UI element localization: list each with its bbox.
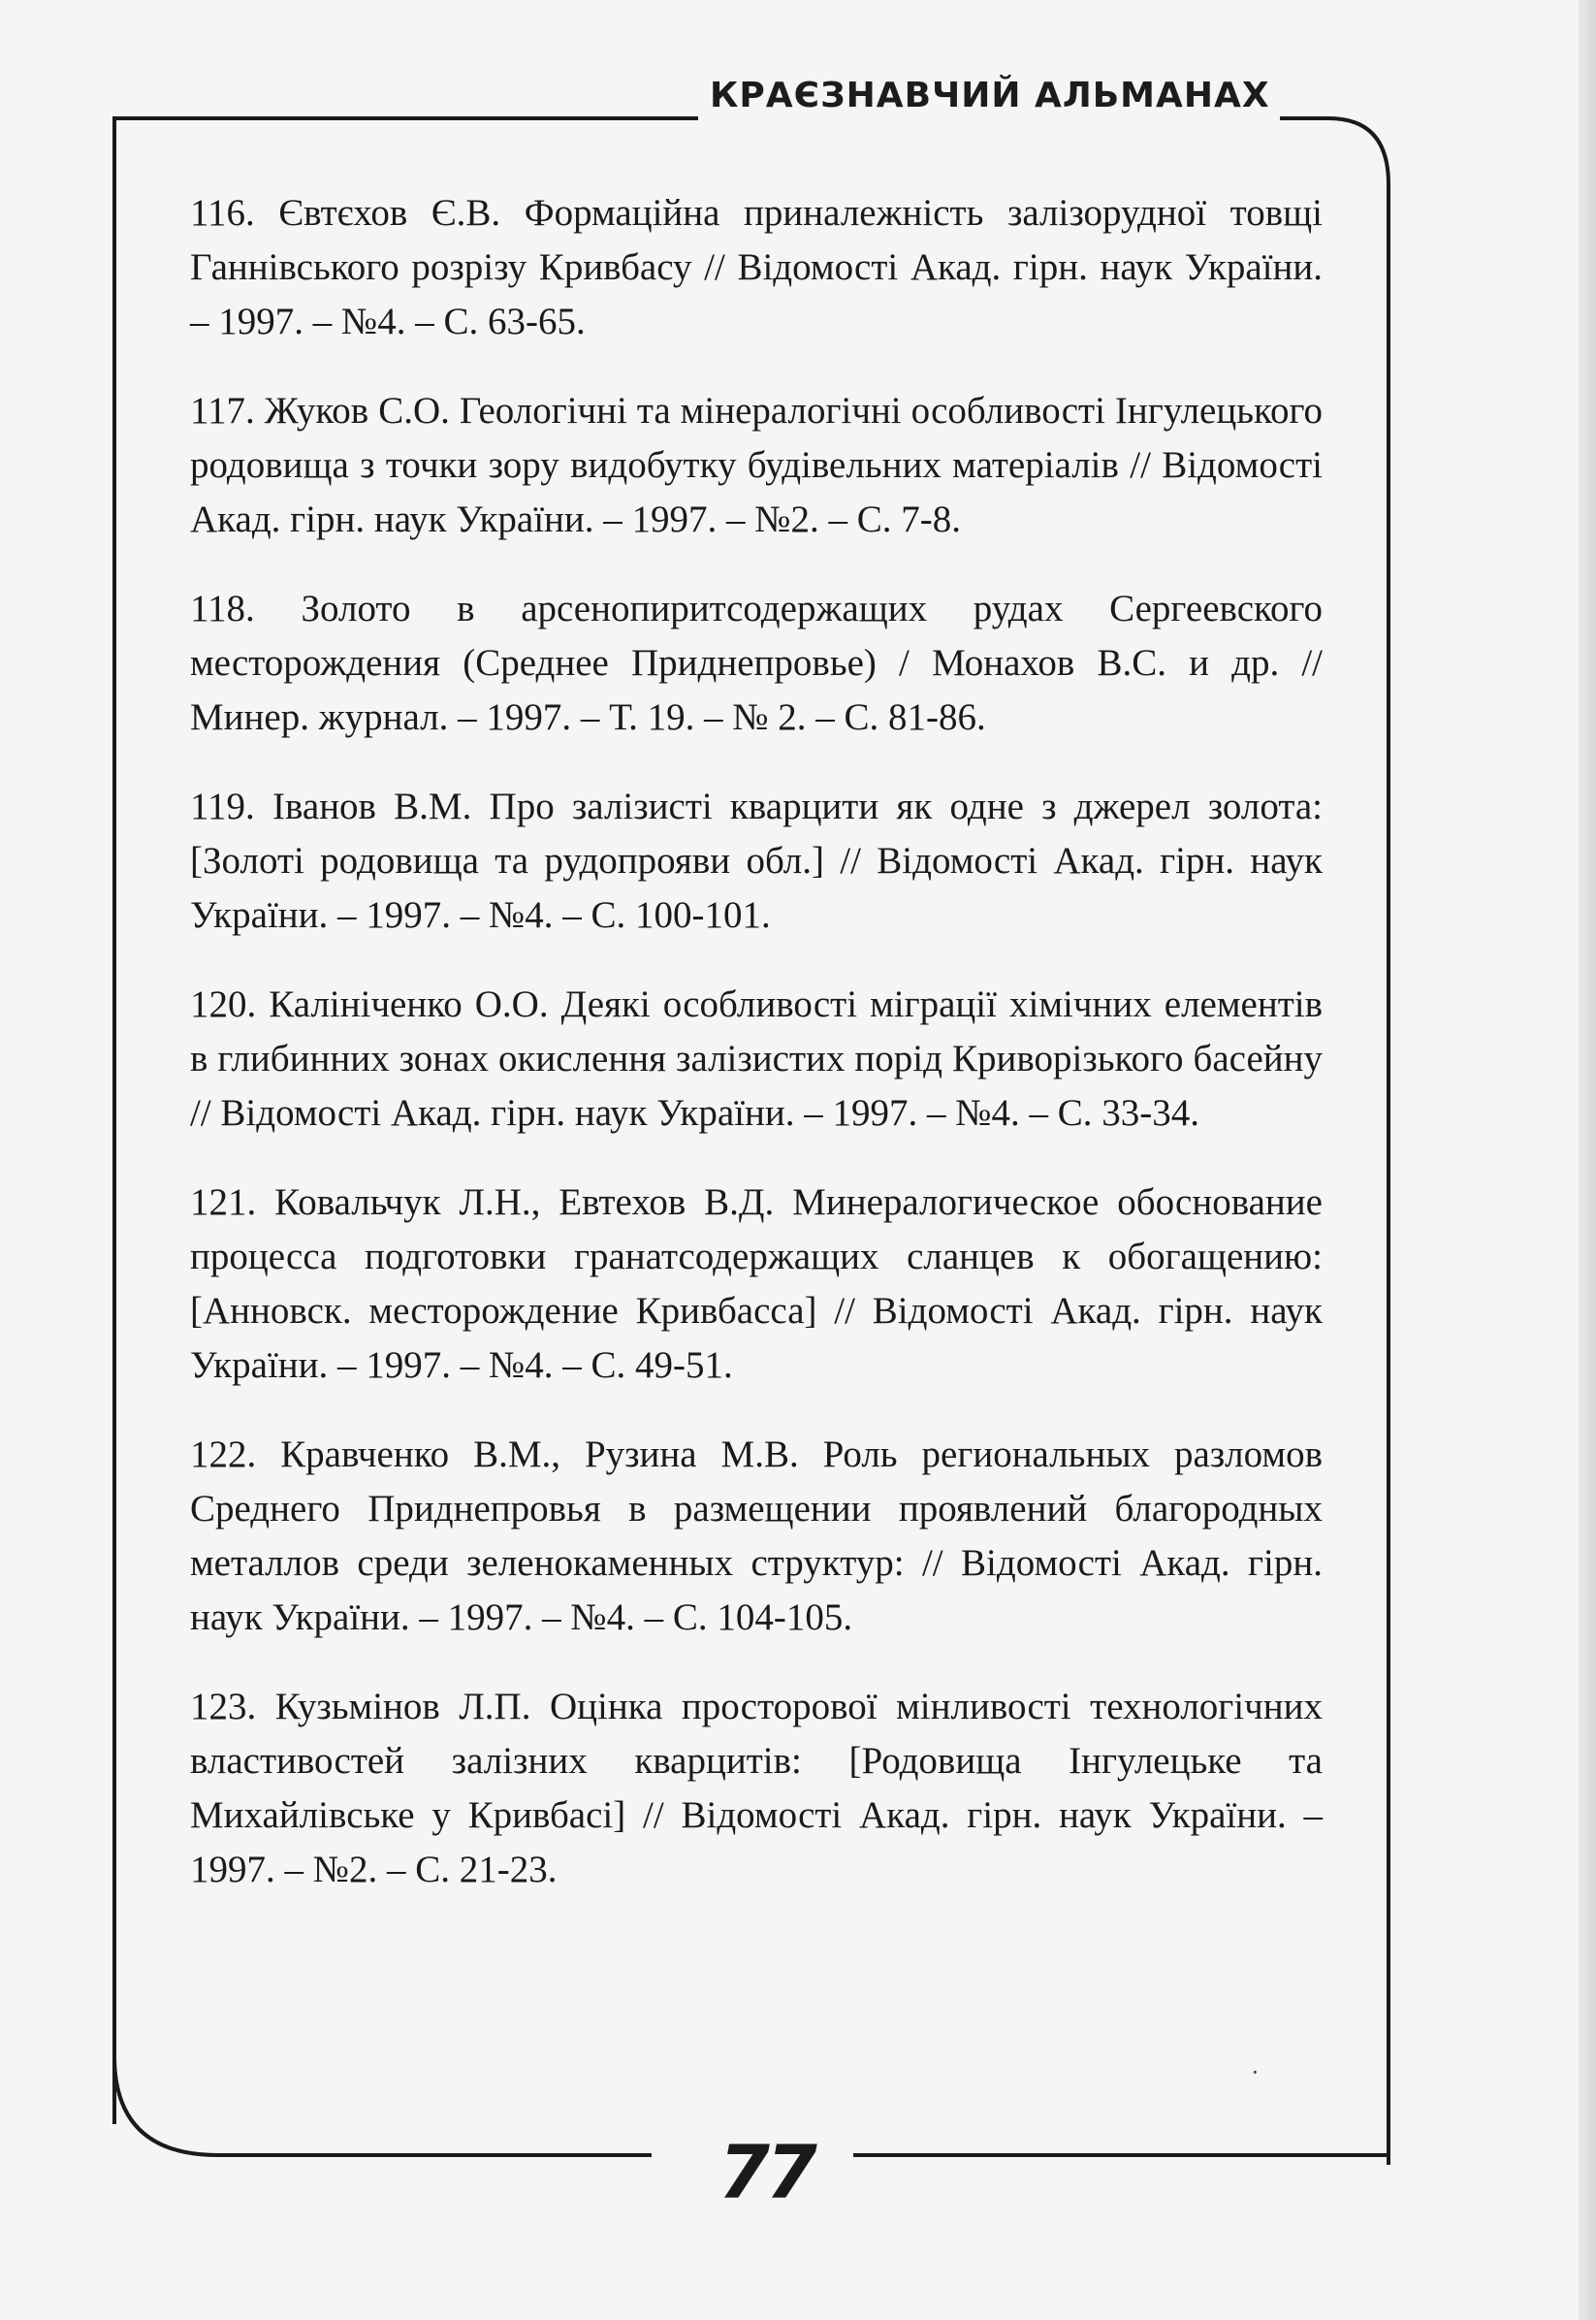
- bibliography-entry: 122. Кравченко В.М., Рузина М.В. Роль региональных разломов Среднего Приднепровья в размещении проявлений благородных металлов среди зеленокаменных структур: // Відомості Акад. гірн. наук України. – 1997. – №4. – С. 104-105.: [190, 1434, 1323, 1638]
- bibliography-entry: 121. Ковальчук Л.Н., Евтехов В.Д. Минералогическое обоснование процесса подготовки гранатсодержащих сланцев к обогащению: [Анновск. месторождение Кривбасса] // Відомості Акад. гірн. наук України. – 1997. – №4. – С. 49-51.: [190, 1181, 1323, 1386]
- bibliography-entry: 123. Кузьмінов Л.П. Оцінка просторової мінливості технологічних властивостей залізних кварцитів: [Родовища Інгулецьке та Михайлівське у Кривбасі] // Відомості Акад. гірн. наук України. – 1997. – №2. – С. 21-23.: [190, 1686, 1323, 1890]
- bibliography-entry: 117. Жуков С.О. Геологічні та мінералогічні особливості Інгулецького родовища з точки зору видобутку будівельних матеріалів // Відомості Акад. гірн. наук України. – 1997. – №2. – С. 7-8.: [190, 390, 1323, 540]
- bibliography-entry: 120. Калініченко О.О. Деякі особливості міграції хімічних елементів в глибинних зонах окислення залізистих порід Криворізького басейну // Відомості Акад. гірн. наук України. – 1997. – №4. – С. 33-34.: [190, 983, 1323, 1134]
- bibliography-entry: 119. Іванов В.М. Про залізисті кварцити як одне з джерел золота: [Золоті родовища та рудопрояви обл.] // Відомості Акад. гірн. наук України. – 1997. – №4. – С. 100-101.: [190, 786, 1323, 936]
- ink-speck: ·: [1251, 2058, 1260, 2086]
- bibliography-list: [190, 186, 1323, 1932]
- almanac-header: КРАЄЗНАВЧИЙ АЛЬМАНАХ: [710, 76, 1270, 115]
- bibliography-entry: 116. Євтєхов Є.В. Формаційна приналежність залізорудної товщі Ганнівського розрізу Кривбасу // Відомості Акад. гірн. наук України. – 1997. – №4. – С. 63-65.: [190, 192, 1323, 342]
- page-number: 77: [718, 2129, 814, 2215]
- bibliography-entry: 118. Золото в арсенопиритсодержащих рудах Сергеевского месторождения (Среднее Приднепровье) / Монахов В.С. и др. // Минер. журнал. – 1997. – Т. 19. – № 2. – С. 81-86.: [190, 588, 1323, 738]
